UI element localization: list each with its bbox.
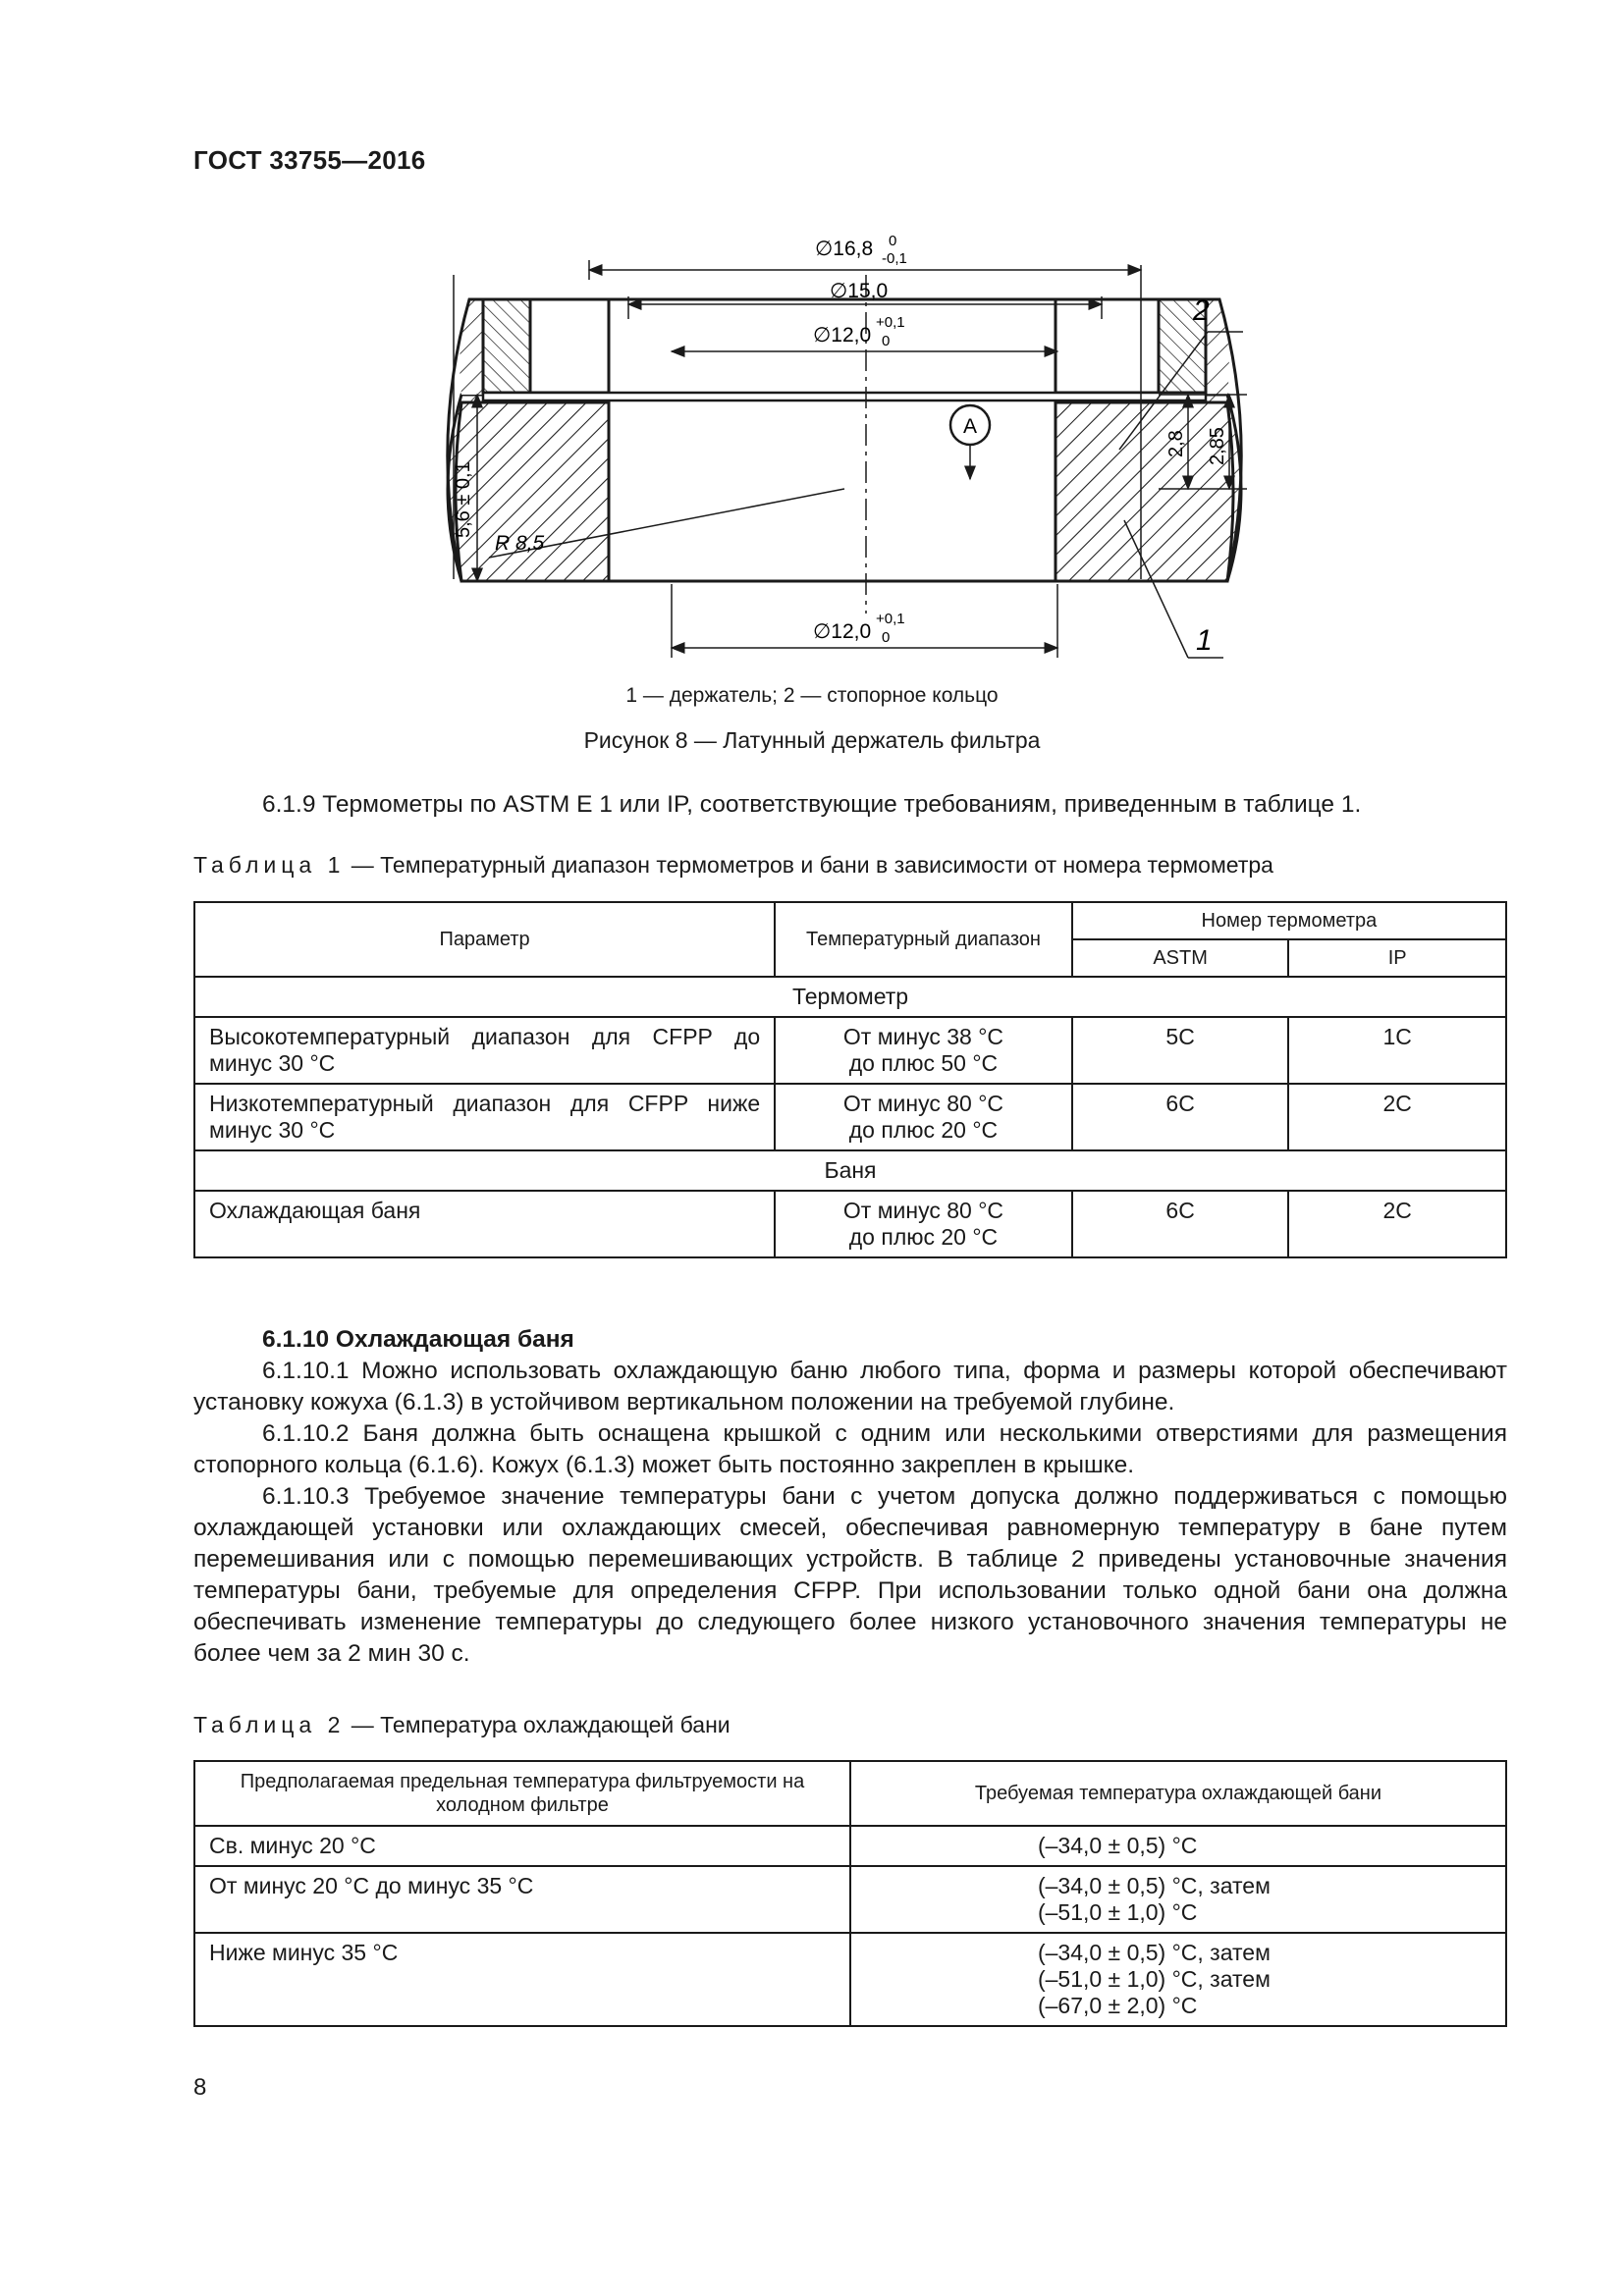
dim-h1: 2,8	[1165, 430, 1187, 457]
table1-section-thermometer: Термометр	[194, 977, 1506, 1017]
table2	[193, 1760, 1507, 2027]
dim-inner-diameter-bottom: ∅12,0	[813, 620, 872, 643]
table-cell: 1C	[1288, 1017, 1506, 1084]
temp-line: (–67,0 ± 2,0) °C	[1037, 1993, 1198, 2018]
table1-head-param: Параметр	[194, 902, 775, 977]
detail-a-label: A	[963, 415, 978, 438]
table1-head-ip: IP	[1288, 939, 1506, 977]
filter-holder-drawing	[432, 226, 1257, 677]
table-row	[194, 1866, 1506, 1933]
callout-1: 1	[1196, 624, 1213, 657]
table-row	[194, 1933, 1506, 2026]
table1-section-bath: Баня	[194, 1150, 1506, 1191]
paragraph-6-1-10-1: 6.1.10.1 Можно использовать охлаждающую баню любого типа, форма и размеры которой обеспечивают установку кожуха (6.1.3) в устойчивом вертикальном положении на требуемой глубине.	[193, 1358, 1507, 1415]
table-cell: Высокотемпературный диапазон для CFPP до минус 30 °C	[194, 1017, 775, 1084]
table-cell: 5C	[1072, 1017, 1289, 1084]
figure-legend: 1 — держатель; 2 — стопорное кольцо	[625, 684, 999, 707]
dim-outer-tol-upper: 0	[889, 233, 897, 249]
range-line: От минус 80 °C	[842, 1091, 1004, 1116]
table-cell	[775, 1191, 1072, 1257]
table1-head-number: Номер термометра	[1072, 902, 1506, 939]
figure-caption: Рисунок 8 — Латунный держатель фильтра	[583, 727, 1041, 753]
dim-inner-tol-lower-bottom: 0	[882, 629, 891, 646]
retaining-ring-left	[483, 299, 530, 393]
table2-caption-text: — Температура охлаждающей бани	[345, 1712, 731, 1737]
table-cell	[850, 1826, 1506, 1866]
temp-line: (–51,0 ± 1,0) °C, затем	[1037, 1966, 1271, 1992]
dim-outer-tol-lower: -0,1	[882, 250, 907, 267]
dim-mid-diameter: ∅15,0	[830, 280, 889, 302]
table2-caption	[193, 1712, 731, 1738]
temp-line: (–34,0 ± 0,5) °C	[1037, 1833, 1198, 1858]
table-cell: От минус 20 °C до минус 35 °C	[194, 1866, 850, 1933]
range-line: до плюс 20 °C	[848, 1117, 999, 1143]
range-line: до плюс 20 °C	[848, 1224, 999, 1250]
table1-head-astm: ASTM	[1072, 939, 1289, 977]
table-row	[194, 1084, 1506, 1150]
table-cell	[850, 1933, 1506, 2026]
table-cell: 2C	[1288, 1191, 1506, 1257]
paragraph-6-1-9: 6.1.9 Термометры по ASTM E 1 или IP, соответствующие требованиям, приведенным в таблице 1.	[262, 791, 1362, 818]
range-line: От минус 38 °C	[842, 1024, 1004, 1049]
table1-caption-text: — Температурный диапазон термометров и бани в зависимости от номера термометра	[345, 852, 1273, 878]
dim-height: 5,6 ± 0,1	[453, 461, 474, 538]
table-cell: Охлаждающая баня	[194, 1191, 775, 1257]
temp-line: (–34,0 ± 0,5) °C, затем	[1037, 1940, 1271, 1965]
temp-line: (–34,0 ± 0,5) °C, затем	[1037, 1873, 1271, 1898]
table1-caption	[193, 852, 1273, 879]
table1	[193, 901, 1507, 1258]
table-row	[194, 1191, 1506, 1257]
table-cell	[775, 1084, 1072, 1150]
dim-inner-tol-upper-bottom: +0,1	[876, 611, 905, 627]
dim-inner-tol-upper-top: +0,1	[876, 314, 905, 331]
table1-caption-label: Таблица 1	[193, 852, 346, 878]
table-cell: 6C	[1072, 1084, 1289, 1150]
table-row	[194, 1826, 1506, 1866]
paragraph-6-1-10-3: 6.1.10.3 Требуемое значение температуры бани с учетом допуска должно поддерживаться с помощью охлаждающей установки или охлаждающих смесей, обеспечивая равномерную температуру в бане путем перемешивания или с помощью перемешивающих устройств. В таблице 2 приведены установочные значения температуры бани, требуемые для определения CFPP. При использовании только одной бани она должна обеспечивать изменение температуры до следующего более низкого установочного значения температуры не более чем за 2 мин 30 с.	[193, 1483, 1507, 1667]
dim-radius: R 8,5	[495, 532, 545, 555]
table2-head-right: Требуемая температура охлаждающей бани	[850, 1761, 1506, 1826]
document-header: ГОСТ 33755—2016	[193, 145, 426, 175]
range-line: до плюс 50 °C	[848, 1050, 999, 1076]
table-cell: Св. минус 20 °C	[194, 1826, 850, 1866]
table-row	[194, 1017, 1506, 1084]
table-cell	[775, 1017, 1072, 1084]
paragraph-6-1-10-2: 6.1.10.2 Баня должна быть оснащена крышкой с одним или несколькими отверстиями для размещения стопорного кольца (6.1.6). Кожух (6.1.3) может быть постоянно закреплен в крышке.	[193, 1420, 1507, 1478]
table1-head-range: Температурный диапазон	[775, 902, 1072, 977]
range-line: От минус 80 °C	[842, 1198, 1004, 1223]
table-cell: 2C	[1288, 1084, 1506, 1150]
page-number: 8	[193, 2074, 207, 2101]
table-cell: 6C	[1072, 1191, 1289, 1257]
table2-caption-label: Таблица 2	[193, 1712, 346, 1737]
dim-h2: 2,85	[1207, 427, 1228, 465]
table-cell: Низкотемпературный диапазон для CFPP ниже минус 30 °C	[194, 1084, 775, 1150]
callout-2: 2	[1193, 294, 1210, 327]
temp-line: (–51,0 ± 1,0) °C	[1037, 1899, 1198, 1925]
dim-outer-diameter: ∅16,8	[815, 238, 874, 260]
section-title: 6.1.10 Охлаждающая баня	[262, 1326, 574, 1353]
dim-inner-diameter-top: ∅12,0	[813, 324, 872, 347]
table-cell	[850, 1866, 1506, 1933]
dim-inner-tol-lower-top: 0	[882, 333, 891, 349]
table2-head-left: Предполагаемая предельная температура фильтруемости на холодном фильтре	[194, 1761, 850, 1826]
section-6-1-10	[193, 1324, 1507, 1670]
table-cell: Ниже минус 35 °C	[194, 1933, 850, 2026]
